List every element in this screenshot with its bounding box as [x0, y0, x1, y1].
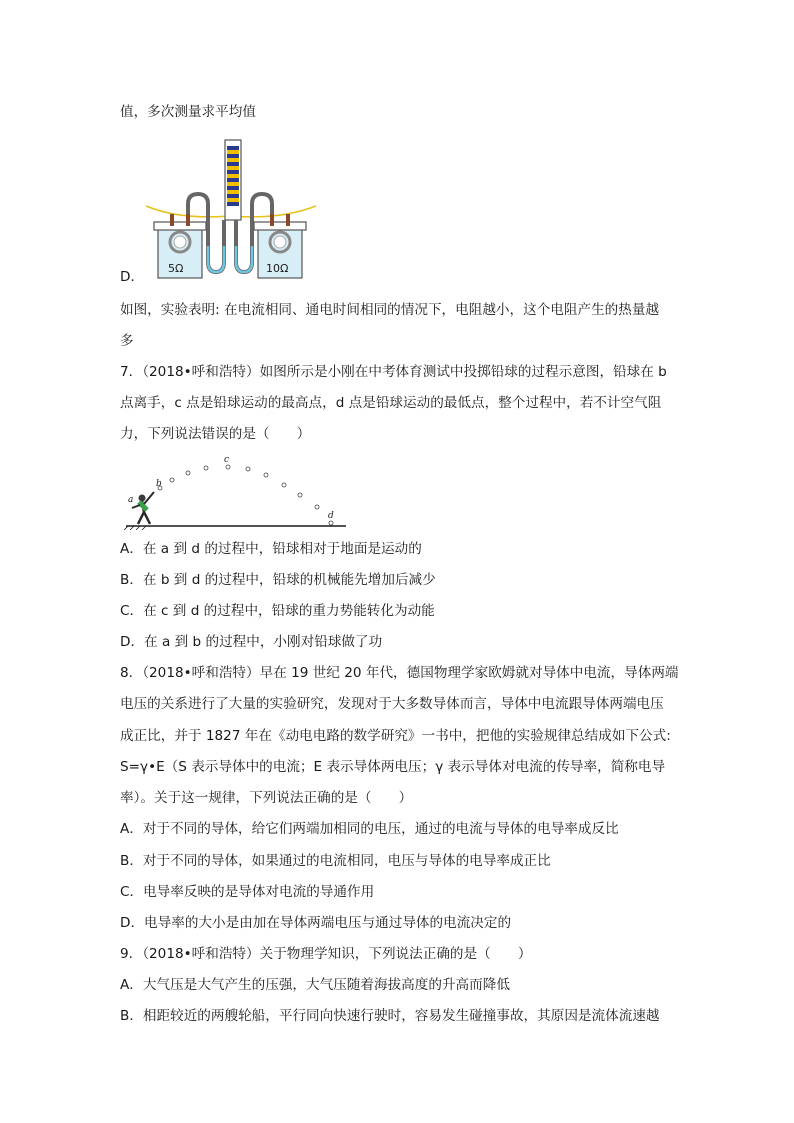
text-line-7: A．在 a 到 d 的过程中，铅球相对于地面是运动的 [120, 541, 422, 557]
text-line-15: 率）。关于这一规律，下列说法正确的是（ ） [120, 790, 413, 806]
text-line-10: D．在 a 到 b 的过程中，小刚对铅球做了功 [120, 634, 383, 650]
point-label-d: d [328, 511, 334, 521]
point-label-a: a [128, 495, 134, 505]
text-line-17: B．对于不同的导体，如果通过的电流相同，电压与导体的电导率成正比 [120, 853, 551, 869]
text-line-13: 成正比，并于 1827 年在《动电电路的数学研究》一书中，把他的实验规律总结成如下公式: [120, 728, 671, 744]
text-line-3: 多 [120, 333, 134, 349]
athlete-figure [132, 492, 154, 524]
right-resistor-label: 10Ω [266, 262, 289, 275]
text-line-5: 点离手，c 点是铅球运动的最高点，d 点是铅球运动的最低点，整个过程中，若不计空气阻 [120, 395, 662, 411]
point-label-b: b [156, 479, 162, 489]
text-line-16: A．对于不同的导体，给它们两端加相同的电压，通过的电流与导体的电导率成反比 [120, 821, 619, 837]
text-line-11: 8．（2018•呼和浩特）早在 19 世纪 20 年代，德国物理学家欧姆就对导体中电流，导体两端 [120, 665, 679, 681]
text-line-22: B．相距较近的两艘轮船，平行同向快速行驶时，容易发生碰撞事故，其原因是流体流速越 [120, 1008, 660, 1024]
text-line-0: 值，多次测量求平均值 [120, 104, 256, 120]
text-line-9: C．在 c 到 d 的过程中，铅球的重力势能转化为动能 [120, 603, 435, 619]
text-line-1: D． [120, 269, 145, 285]
joule-heating-figure [140, 136, 320, 282]
point-label-c: c [224, 455, 230, 465]
left-resistor-label: 5Ω [168, 262, 184, 275]
text-line-12: 电压的关系进行了大量的实验研究，发现对于大多数导体而言，导体中电流跟导体两端电压 [120, 696, 664, 712]
text-line-4: 7．（2018•呼和浩特）如图所示是小刚在中考体育测试中投掷铅球的过程示意图，铅球在 b [120, 364, 667, 380]
shotput-figure [120, 452, 350, 530]
text-line-14: S=γ•E（S 表示导体中的电流；E 表示导体两电压；γ 表示导体对电流的传导率，简称电导 [120, 759, 666, 775]
text-line-2: 如图，实验表明: 在电流相同、通电时间相同的情况下，电阻越小，这个电阻产生的热量越 [120, 302, 660, 318]
text-line-18: C．电导率反映的是导体对电流的导通作用 [120, 884, 375, 900]
text-line-8: B．在 b 到 d 的过程中，铅球的机械能先增加后减少 [120, 572, 436, 588]
trajectory-dots [158, 465, 333, 525]
text-line-19: D．电导率的大小是由加在导体两端电压与通过导体的电流决定的 [120, 915, 512, 931]
text-line-6: 力，下列说法错误的是（ ） [120, 426, 311, 442]
text-line-21: A．大气压是大气产生的压强，大气压随着海拔高度的升高而降低 [120, 977, 510, 993]
text-line-20: 9．（2018•呼和浩特）关于物理学知识，下列说法正确的是（ ） [120, 946, 532, 962]
